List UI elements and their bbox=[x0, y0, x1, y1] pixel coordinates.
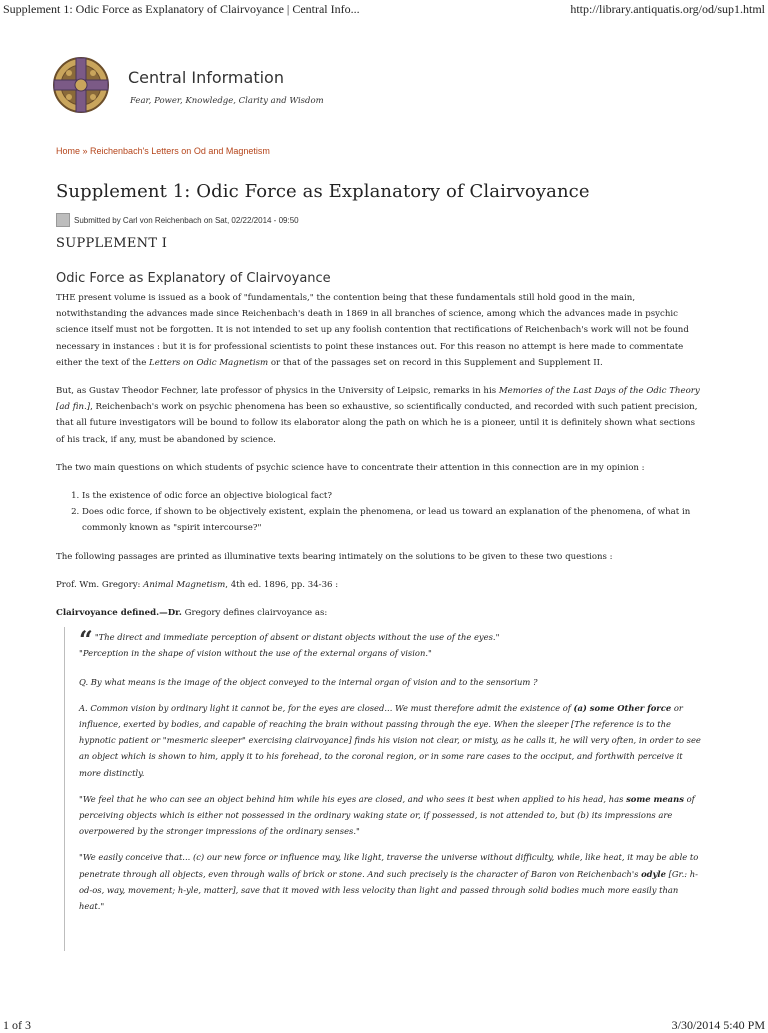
site-name[interactable]: Central Information bbox=[128, 68, 284, 87]
quote-5-strong: odyle bbox=[641, 868, 666, 879]
quote-5a: "We easily conceive that... (c) our new force or influence may, like light, traverse the universe without difficulty, while, like heat, it may be able to penetrate through all objects, even through walls of brick or stone. And such precisely is the character of Baron von Reichenbach's bbox=[79, 852, 699, 879]
quote-2: Q. By what means is the image of the object conveyed to the internal organ of vision and to the sensorium ? bbox=[79, 676, 538, 687]
quote-1a: "The direct and immediate perception of absent or distant objects without the use of the eyes." bbox=[94, 632, 500, 643]
paragraph-1-text-a: THE present volume is issued as a book of "fundamentals," the contention being that these fundamentals still hold good in the main, notwithstanding the advances made since Reichenbach's death in 1869 in all branches of science, among which the advances made in psychic science itself must not be forgotten. It is not intended to set up any foolish contention that rectifications of Reichenbach's work will not be found necessary in instances : but it is for professional scientists to point these instances out. For this reason no attempt is here made to commentate either the text of the bbox=[56, 293, 689, 368]
definition-label: Clairvoyance defined.—Dr. bbox=[56, 608, 182, 619]
breadcrumb-current-link[interactable]: Reichenbach's Letters on Od and Magnetism bbox=[90, 146, 270, 156]
paragraph-4: The following passages are printed as illuminative texts bearing intimately on the solutions to be given to these two questions : bbox=[56, 551, 613, 562]
print-datetime: 3/30/2014 5:40 PM bbox=[671, 1018, 765, 1032]
quote-4a: "We feel that he who can see an object behind him while his eyes are closed, and who sees it best when applied to his head, has bbox=[79, 793, 627, 804]
section-heading: Odic Force as Explanatory of Clairvoyance bbox=[56, 271, 331, 286]
print-header-url: http://library.antiquatis.org/od/sup1.html bbox=[570, 2, 765, 16]
quote-5 bbox=[79, 849, 704, 914]
quote-4-strong: some means bbox=[626, 793, 684, 804]
print-header-title: Supplement 1: Odic Force as Explanatory of Clairvoyance | Central Info... bbox=[3, 2, 360, 16]
list-item: 1. Is the existence of odic force an objective biological fact? bbox=[82, 488, 704, 504]
paragraph-1-text-b: or that of the passages set on record in this Supplement and Supplement II. bbox=[268, 357, 603, 368]
quote-3-strong: (a) some Other force bbox=[573, 702, 672, 713]
quote-3a: A. Common vision by ordinary light it cannot be, for the eyes are closed... We must therefore admit the existence of bbox=[79, 702, 574, 713]
breadcrumb bbox=[56, 146, 270, 156]
paragraph-1 bbox=[56, 290, 704, 371]
definition bbox=[56, 605, 704, 621]
blockquote bbox=[64, 627, 704, 951]
celtic-cross-logo-icon[interactable] bbox=[52, 56, 110, 114]
questions-list bbox=[56, 488, 704, 537]
paragraph-2-text-b: , Reichenbach's work on psychic phenomena has been so exhaustive, so scientifically conducted, and recorded with such patient precision, that all future investigators will be bound to follow its elaborator along the path on which he is a pioneer, until it is definitely shown what sections of his track, if any, must be abandoned by science. bbox=[56, 402, 698, 445]
paragraph-2-em: Memories of the Last Days of the Odic Theory [ad fin.] bbox=[56, 386, 700, 413]
breadcrumb-home-link[interactable]: Home bbox=[56, 146, 81, 156]
quote-3b: or influence, exerted by bodies, and capable of reaching the brain without passing through the eye. When the sleeper [The reference is to the hypnotic patient or "mesmeric sleeper" exercising clairvoyance] finds his vision not clear, or misty, as he calls it, he will very often, in order to see an object which is shown to him, apply it to his forehead, to the coronal region, or in some rare cases to the occiput, and forthwith perceive it more distinctly. bbox=[79, 702, 701, 778]
quote-1b: "Perception in the shape of vision without the use of the external organs of vision." bbox=[79, 648, 432, 659]
quote-1 bbox=[79, 625, 704, 661]
article-body bbox=[56, 236, 704, 951]
user-avatar-icon bbox=[56, 213, 70, 227]
page-title: Supplement 1: Odic Force as Explanatory of Clairvoyance bbox=[56, 181, 590, 202]
page-number: 1 of 3 bbox=[3, 1018, 31, 1032]
quote-4b: of perceiving objects which is either not possessed in the ordinary waking state or, if possessed, is not attended to, but (b) its impressions are overpowered by the stronger impressions of the ordinary senses." bbox=[79, 793, 695, 837]
quote-3 bbox=[79, 700, 704, 781]
submitted-info bbox=[56, 213, 299, 227]
breadcrumb-separator: » bbox=[80, 146, 91, 156]
site-slogan: Fear, Power, Knowledge, Clarity and Wisdom bbox=[130, 96, 324, 106]
citation-author: Prof. Wm. Gregory: bbox=[56, 579, 144, 590]
supplement-heading: SUPPLEMENT I bbox=[56, 236, 168, 251]
definition-text: Gregory defines clairvoyance as: bbox=[181, 608, 328, 619]
paragraph-2-text-a: But, as Gustav Theodor Fechner, late professor of physics in the University of Leipsic, remarks in his bbox=[56, 386, 499, 397]
quote-mark-icon: “ bbox=[79, 625, 93, 655]
citation bbox=[56, 577, 704, 593]
list-item: 2. Does odic force, if shown to be objectively existent, explain the phenomena, or lead us toward an explanation of the phenomena, of what in commonly known as "spirit intercourse?" bbox=[82, 504, 704, 536]
citation-work: Animal Magnetism bbox=[143, 579, 226, 590]
citation-pages: , 4th ed. 1896, pp. 34-36 : bbox=[225, 579, 339, 590]
paragraph-2 bbox=[56, 383, 704, 448]
quote-5b: [Gr.: h-od-os, way, movement; h-yle, matter], save that it moved with less velocity than light and passed through solid bodies much more easily than heat." bbox=[79, 868, 698, 912]
paragraph-1-em: Letters on Odic Magnetism bbox=[149, 357, 269, 368]
submitted-text: Submitted by Carl von Reichenbach on Sat, 02/22/2014 - 09:50 bbox=[74, 215, 299, 225]
paragraph-3: The two main questions on which students of psychic science have to concentrate their attention in this connection are in my opinion : bbox=[56, 462, 645, 473]
quote-4 bbox=[79, 791, 704, 840]
